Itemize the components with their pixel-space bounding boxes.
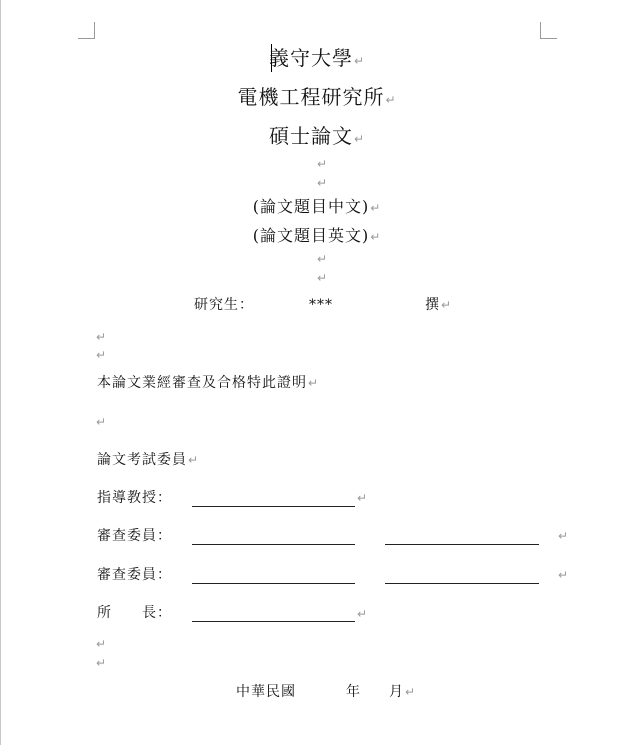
paragraph-mark-icon: ↵ [385, 93, 397, 107]
date-era: 中華民國 [236, 684, 296, 700]
paragraph-mark-icon: ↵ [441, 298, 453, 312]
thesis-type: 碩士論文 [268, 124, 353, 148]
department-name: 電機工程研究所 [237, 85, 385, 109]
author-name[interactable]: *** [309, 297, 333, 313]
date-year-unit: 年 [346, 684, 361, 700]
title-en-line[interactable] [0, 228, 634, 244]
title-zh: (論文題目中文) [252, 197, 370, 216]
paragraph-mark-icon: ↵ [558, 568, 569, 582]
paragraph-mark-icon: ↵ [96, 415, 107, 429]
paragraph-mark-icon: ↵ [357, 607, 368, 621]
paragraph-mark-icon: ↵ [353, 54, 366, 68]
reviewer1-label: 審查委員： [97, 528, 172, 544]
paragraph-mark-icon: ↵ [558, 529, 569, 543]
paragraph-mark-icon: ↵ [96, 637, 107, 651]
page-left-border [0, 0, 1, 745]
date-month-unit: 月 [389, 684, 404, 700]
director-signature-line[interactable] [192, 621, 355, 622]
paragraph-mark-icon: ↵ [317, 157, 328, 171]
title-en: (論文題目英文) [252, 226, 370, 245]
crop-mark-top-right [540, 22, 557, 39]
committee-heading: 論文考試委員 [97, 452, 187, 468]
title-zh-line[interactable] [0, 199, 634, 215]
date-month-line [389, 685, 416, 699]
reviewer2-label: 審查委員： [97, 567, 172, 583]
paragraph-mark-icon: ↵ [357, 491, 368, 505]
author-suffix-line [425, 298, 452, 312]
author-suffix: 撰 [425, 297, 440, 313]
paragraph-mark-icon: ↵ [308, 376, 320, 390]
paragraph-mark-icon: ↵ [188, 453, 200, 467]
paragraph-mark-icon: ↵ [317, 252, 328, 266]
advisor-label: 指導教授： [97, 490, 172, 506]
reviewer1-signature-line[interactable] [192, 544, 355, 545]
paragraph-mark-icon: ↵ [370, 201, 382, 215]
paragraph-mark-icon: ↵ [96, 348, 107, 362]
paragraph-mark-icon: ↵ [370, 230, 382, 244]
department-line[interactable] [0, 87, 634, 107]
committee-heading-line[interactable] [97, 453, 199, 467]
advisor-signature-line[interactable] [192, 506, 355, 507]
author-label: 研究生： [194, 297, 254, 313]
thesis-type-line[interactable] [0, 126, 634, 146]
paragraph-mark-icon: ↵ [96, 656, 107, 670]
paragraph-mark-icon: ↵ [317, 176, 328, 190]
reviewer2-signature-line[interactable] [192, 583, 355, 584]
paragraph-mark-icon: ↵ [96, 330, 107, 344]
university-line[interactable] [0, 48, 634, 68]
reviewer1-second-signature-line[interactable] [385, 544, 539, 545]
university-name: 義守大學 [268, 46, 353, 70]
paragraph-mark-icon: ↵ [405, 685, 417, 699]
paragraph-mark-icon: ↵ [353, 132, 366, 146]
director-label: 所 長： [97, 605, 172, 621]
certification-text: 本論文業經審查及合格特此證明 [97, 375, 307, 391]
crop-mark-top-left [78, 22, 95, 39]
certification-line[interactable] [97, 376, 319, 390]
reviewer2-second-signature-line[interactable] [385, 583, 539, 584]
paragraph-mark-icon: ↵ [317, 271, 328, 285]
